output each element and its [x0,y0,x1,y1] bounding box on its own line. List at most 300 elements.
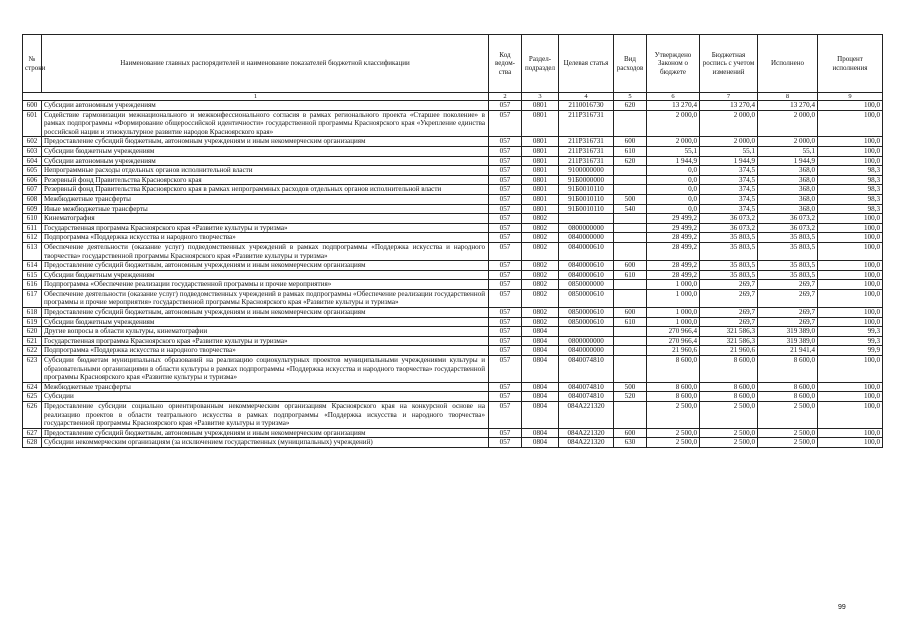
row-name: Субсидии [42,392,489,402]
row-name: Государственная программа Красноярского края «Развитие культуры и туризма» [42,336,489,346]
table-row [23,101,883,111]
row-razdel: 0802 [522,317,559,327]
row-rosp: 13 270,4 [700,101,758,111]
row-ved: 057 [489,233,522,243]
row-pct: 100,0 [818,289,883,307]
table-row [23,270,883,280]
row-cs [559,214,614,224]
row-number: 627 [23,428,42,438]
row-number: 600 [23,101,42,111]
row-pct: 100,0 [818,402,883,429]
header-cs: Целевая статья [559,35,614,93]
header-razdel: Раздел-подраздел [522,35,559,93]
row-vr [614,223,647,233]
row-utv: 2 500,0 [647,438,700,448]
budget-table [22,34,883,448]
row-rosp: 55,1 [700,146,758,156]
row-number: 618 [23,308,42,318]
row-cs: 91Б0010110 [559,204,614,214]
row-ved: 057 [489,214,522,224]
row-cs: 0840000610 [559,242,614,260]
table-row [23,327,883,337]
row-isp: 21 941,4 [758,346,818,356]
row-isp: 269,7 [758,317,818,327]
row-pct: 100,0 [818,438,883,448]
table-row [23,166,883,176]
row-razdel: 0801 [522,194,559,204]
table-row [23,175,883,185]
row-utv: 2 000,0 [647,137,700,147]
header-utv: Утверждено Законом о бюджете [647,35,700,93]
row-utv: 2 000,0 [647,110,700,137]
row-cs: 0840074810 [559,392,614,402]
row-razdel: 0802 [522,261,559,271]
row-ved: 057 [489,356,522,383]
row-rosp: 321 586,3 [700,336,758,346]
table-row [23,242,883,260]
row-number: 603 [23,146,42,156]
header-num: № строки [23,35,42,93]
row-rosp: 2 000,0 [700,110,758,137]
row-cs: 2110016730 [559,101,614,111]
row-razdel: 0804 [522,346,559,356]
row-isp: 35 803,5 [758,233,818,243]
row-utv: 1 000,0 [647,280,700,290]
row-ved: 057 [489,327,522,337]
table-row [23,194,883,204]
table-row [23,356,883,383]
row-ved: 057 [489,346,522,356]
row-name: Субсидии бюджетным учреждениям [42,317,489,327]
row-pct: 98,3 [818,166,883,176]
row-name: Обеспечение деятельности (оказание услуг) подведомственных учреждений в рамках подпрограммы «Поддержка искусства и народного творчества» государственной программы Красноярского края «Развитие культуры и туризма» [42,242,489,260]
row-utv: 0,0 [647,166,700,176]
row-pct: 100,0 [818,223,883,233]
table-row [23,110,883,137]
row-ved: 057 [489,166,522,176]
row-name: Другие вопросы в области культуры, кинематографии [42,327,489,337]
row-rosp: 374,5 [700,204,758,214]
row-ved: 057 [489,382,522,392]
table-row [23,146,883,156]
row-rosp: 36 073,2 [700,214,758,224]
row-cs: 211P316731 [559,137,614,147]
row-isp: 269,7 [758,308,818,318]
row-cs: 211P316731 [559,156,614,166]
row-utv: 29 499,2 [647,223,700,233]
table-row [23,402,883,429]
row-vr: 630 [614,438,647,448]
row-cs: 084A221320 [559,402,614,429]
row-pct: 100,0 [818,233,883,243]
row-isp: 2 000,0 [758,137,818,147]
table-row [23,156,883,166]
row-razdel: 0804 [522,382,559,392]
row-razdel: 0801 [522,156,559,166]
row-number: 609 [23,204,42,214]
row-cs: 0850000610 [559,317,614,327]
row-number: 624 [23,382,42,392]
row-number: 612 [23,233,42,243]
table-header [23,35,883,93]
row-vr [614,214,647,224]
row-number: 610 [23,214,42,224]
row-rosp: 8 600,0 [700,392,758,402]
row-rosp: 21 960,6 [700,346,758,356]
row-isp: 55,1 [758,146,818,156]
row-rosp: 374,5 [700,185,758,195]
row-pct: 100,0 [818,392,883,402]
row-rosp: 269,7 [700,280,758,290]
row-isp: 13 270,4 [758,101,818,111]
row-number: 611 [23,223,42,233]
row-isp: 368,0 [758,185,818,195]
table-row [23,289,883,307]
row-ved: 057 [489,270,522,280]
row-vr: 610 [614,146,647,156]
row-vr [614,289,647,307]
row-ved: 057 [489,428,522,438]
row-ved: 057 [489,194,522,204]
row-pct: 99,3 [818,327,883,337]
row-cs: 0800000000 [559,223,614,233]
row-name: Субсидии автономным учреждениям [42,101,489,111]
header-vr: Вид расходов [614,35,647,93]
row-pct: 100,0 [818,356,883,383]
row-utv: 0,0 [647,204,700,214]
row-razdel: 0802 [522,223,559,233]
row-razdel: 0801 [522,137,559,147]
row-name: Субсидии бюджетам муниципальных образований на реализацию социокультурных проектов муниципальными учреждениями культуры и образовательными организациями в области культуры в рамках подпрограммы «Поддержка искусства и народного творчества» государственной программы Красноярского края «Развитие культуры и туризма» [42,356,489,383]
table-row [23,137,883,147]
row-vr: 600 [614,428,647,438]
row-utv: 13 270,4 [647,101,700,111]
col-number-2: 2 [489,93,522,101]
row-number: 601 [23,110,42,137]
row-utv: 0,0 [647,194,700,204]
row-vr: 610 [614,270,647,280]
row-rosp: 2 500,0 [700,402,758,429]
table-body [23,93,883,448]
row-pct: 100,0 [818,280,883,290]
header-rosp: Бюджетная роспись с учетом изменений [700,35,758,93]
row-pct: 98,3 [818,175,883,185]
row-ved: 057 [489,110,522,137]
row-vr: 600 [614,308,647,318]
row-vr: 600 [614,261,647,271]
row-isp: 368,0 [758,166,818,176]
row-vr [614,110,647,137]
row-name: Государственная программа Красноярского края «Развитие культуры и туризма» [42,223,489,233]
row-vr: 620 [614,156,647,166]
row-number: 615 [23,270,42,280]
row-vr [614,175,647,185]
row-number: 614 [23,261,42,271]
row-rosp: 35 803,5 [700,242,758,260]
row-utv: 28 499,2 [647,270,700,280]
row-vr [614,280,647,290]
row-vr [614,402,647,429]
row-number: 628 [23,438,42,448]
row-razdel: 0801 [522,175,559,185]
row-ved: 057 [489,402,522,429]
row-utv: 1 000,0 [647,289,700,307]
row-isp: 319 389,0 [758,327,818,337]
row-number: 621 [23,336,42,346]
row-number: 619 [23,317,42,327]
row-razdel: 0804 [522,327,559,337]
row-pct: 100,0 [818,214,883,224]
row-pct: 100,0 [818,317,883,327]
row-vr: 500 [614,382,647,392]
row-pct: 98,3 [818,194,883,204]
row-utv: 29 499,2 [647,214,700,224]
row-ved: 057 [489,280,522,290]
row-ved: 057 [489,289,522,307]
row-utv: 0,0 [647,185,700,195]
row-name: Субсидии бюджетным учреждениям [42,146,489,156]
row-vr [614,233,647,243]
row-ved: 057 [489,156,522,166]
header-ved: Код ведом-ства [489,35,522,93]
row-utv: 28 499,2 [647,261,700,271]
col-number-8: 8 [758,93,818,101]
row-isp: 269,7 [758,289,818,307]
row-number: 608 [23,194,42,204]
row-name: Предоставление субсидии социально ориентированным некоммерческим организациям Красноярского края на конкурсной основе на реализацию проектов в области театрального искусства в рамках подпрограммы «Поддержка искусства и народного творчества» государственной программы Красноярского края «Развитие культуры и туризма» [42,402,489,429]
row-utv: 2 500,0 [647,402,700,429]
row-isp: 2 000,0 [758,110,818,137]
row-ved: 057 [489,261,522,271]
header-name: Наименование главных распорядителей и наименование показателей бюджетной классификации [42,35,489,93]
col-number-7: 7 [700,93,758,101]
row-pct: 100,0 [818,428,883,438]
row-ved: 057 [489,185,522,195]
header-isp: Исполнено [758,35,818,93]
row-name: Предоставление субсидий бюджетным, автономным учреждениям и иным некоммерческим организациям [42,261,489,271]
row-pct: 98,3 [818,204,883,214]
row-vr [614,166,647,176]
table-row [23,204,883,214]
row-ved: 057 [489,146,522,156]
row-cs: 91Б0010110 [559,185,614,195]
row-name: Подпрограмма «Поддержка искусства и народного творчества» [42,346,489,356]
row-name: Непрограммные расходы отдельных органов исполнительной власти [42,166,489,176]
row-ved: 057 [489,175,522,185]
row-vr [614,346,647,356]
row-cs: 0850000000 [559,280,614,290]
col-number-1: 1 [23,93,489,101]
row-cs: 91Б0000000 [559,175,614,185]
row-rosp: 8 600,0 [700,356,758,383]
row-name: Субсидии автономным учреждениям [42,156,489,166]
row-razdel: 0801 [522,166,559,176]
col-number-9: 9 [818,93,883,101]
table-row [23,261,883,271]
row-pct: 100,0 [818,308,883,318]
row-isp: 2 500,0 [758,438,818,448]
table-row [23,346,883,356]
row-name: Субсидии некоммерческим организациям (за исключением государственных (муниципальных) учреждений) [42,438,489,448]
table-row [23,317,883,327]
table-row [23,233,883,243]
row-isp: 8 600,0 [758,356,818,383]
row-number: 606 [23,175,42,185]
row-razdel: 0804 [522,428,559,438]
row-name: Предоставление субсидий бюджетным, автономным учреждениям и иным некоммерческим организациям [42,137,489,147]
row-name: Содействие гармонизации межнационального и межконфессионального согласия в рамках регионального проекта «Старшее поколение» в рамках подпрограммы «Формирование общероссийской идентичности» государственной программы Красноярского края «Укрепление единства российской нации и этнокультурное развитие народов Красноярского края» [42,110,489,137]
row-rosp: 321 586,3 [700,327,758,337]
header-pct: Процент исполнения [818,35,883,93]
row-rosp: 269,7 [700,308,758,318]
row-name: Резервный фонд Правительства Красноярского края в рамках непрограммных расходов отдельных органов исполнительной власти [42,185,489,195]
row-ved: 057 [489,308,522,318]
row-vr: 610 [614,317,647,327]
row-cs: 084A221320 [559,438,614,448]
table-row [23,382,883,392]
row-cs: 0850000610 [559,308,614,318]
row-number: 616 [23,280,42,290]
row-razdel: 0802 [522,242,559,260]
row-number: 622 [23,346,42,356]
row-utv: 2 500,0 [647,428,700,438]
row-utv: 21 960,6 [647,346,700,356]
row-vr [614,336,647,346]
row-utv: 1 000,0 [647,308,700,318]
col-number-4: 4 [559,93,614,101]
row-pct: 100,0 [818,382,883,392]
row-razdel: 0802 [522,233,559,243]
row-vr [614,185,647,195]
row-isp: 2 500,0 [758,402,818,429]
row-pct: 100,0 [818,242,883,260]
row-isp: 35 803,5 [758,242,818,260]
row-pct: 100,0 [818,110,883,137]
row-cs: 0840000610 [559,261,614,271]
row-number: 604 [23,156,42,166]
row-isp: 35 803,5 [758,261,818,271]
row-razdel: 0802 [522,308,559,318]
row-razdel: 0804 [522,402,559,429]
row-rosp: 374,5 [700,175,758,185]
row-pct: 100,0 [818,156,883,166]
row-pct: 100,0 [818,101,883,111]
row-utv: 8 600,0 [647,382,700,392]
row-name: Подпрограмма «Поддержка искусства и народного творчества» [42,233,489,243]
row-razdel: 0802 [522,280,559,290]
row-cs: 9100000000 [559,166,614,176]
row-cs: 91Б0010110 [559,194,614,204]
row-isp: 368,0 [758,194,818,204]
row-ved: 057 [489,137,522,147]
row-rosp: 35 803,5 [700,270,758,280]
row-name: Иные межбюджетные трансферты [42,204,489,214]
row-razdel: 0802 [522,270,559,280]
row-rosp: 2 500,0 [700,438,758,448]
table-row [23,185,883,195]
table-row [23,428,883,438]
row-isp: 8 600,0 [758,382,818,392]
row-number: 605 [23,166,42,176]
row-number: 602 [23,137,42,147]
row-rosp: 2 000,0 [700,137,758,147]
row-name: Резервный фонд Правительства Красноярского края [42,175,489,185]
row-utv: 270 966,4 [647,327,700,337]
row-pct: 100,0 [818,137,883,147]
row-isp: 35 803,5 [758,270,818,280]
row-number: 613 [23,242,42,260]
row-number: 617 [23,289,42,307]
budget-table-sheet [22,34,882,448]
row-vr: 540 [614,204,647,214]
row-cs: 084A221320 [559,428,614,438]
row-ved: 057 [489,204,522,214]
row-rosp: 1 944,9 [700,156,758,166]
row-vr [614,242,647,260]
row-name: Кинематография [42,214,489,224]
row-razdel: 0804 [522,392,559,402]
row-utv: 28 499,2 [647,233,700,243]
col-number-3: 3 [522,93,559,101]
row-name: Межбюджетные трансферты [42,194,489,204]
row-pct: 100,0 [818,261,883,271]
row-vr: 600 [614,137,647,147]
row-cs: 0800000000 [559,336,614,346]
row-ved: 057 [489,242,522,260]
row-pct: 98,3 [818,185,883,195]
row-isp: 319 389,0 [758,336,818,346]
column-numbers-row [23,93,883,101]
row-pct: 99,3 [818,336,883,346]
row-cs: 211P316731 [559,146,614,156]
row-isp: 36 073,2 [758,223,818,233]
row-cs [559,327,614,337]
row-pct: 100,0 [818,270,883,280]
row-rosp: 35 803,5 [700,261,758,271]
row-vr [614,356,647,383]
row-utv: 270 966,4 [647,336,700,346]
row-ved: 057 [489,101,522,111]
row-utv: 0,0 [647,175,700,185]
row-name: Межбюджетные трансферты [42,382,489,392]
table-row [23,223,883,233]
row-razdel: 0804 [522,336,559,346]
row-number: 607 [23,185,42,195]
row-number: 625 [23,392,42,402]
row-razdel: 0801 [522,204,559,214]
row-pct: 99,9 [818,346,883,356]
col-number-5: 5 [614,93,647,101]
row-utv: 8 600,0 [647,392,700,402]
row-pct: 100,0 [818,146,883,156]
row-rosp: 269,7 [700,289,758,307]
row-number: 626 [23,402,42,429]
row-razdel: 0804 [522,356,559,383]
row-cs: 0840000000 [559,346,614,356]
row-utv: 1 944,9 [647,156,700,166]
row-isp: 2 500,0 [758,428,818,438]
row-name: Обеспечение деятельности (оказание услуг) подведомственных учреждений в рамках подпрограммы «Обеспечение реализации государственной программы и прочие мероприятия» государственной программы Красноярского края «Развитие культуры и туризма» [42,289,489,307]
row-isp: 8 600,0 [758,392,818,402]
row-razdel: 0801 [522,101,559,111]
row-cs: 0850000610 [559,289,614,307]
row-isp: 269,7 [758,280,818,290]
row-vr [614,327,647,337]
row-ved: 057 [489,317,522,327]
table-row [23,438,883,448]
row-isp: 368,0 [758,175,818,185]
row-rosp: 269,7 [700,317,758,327]
